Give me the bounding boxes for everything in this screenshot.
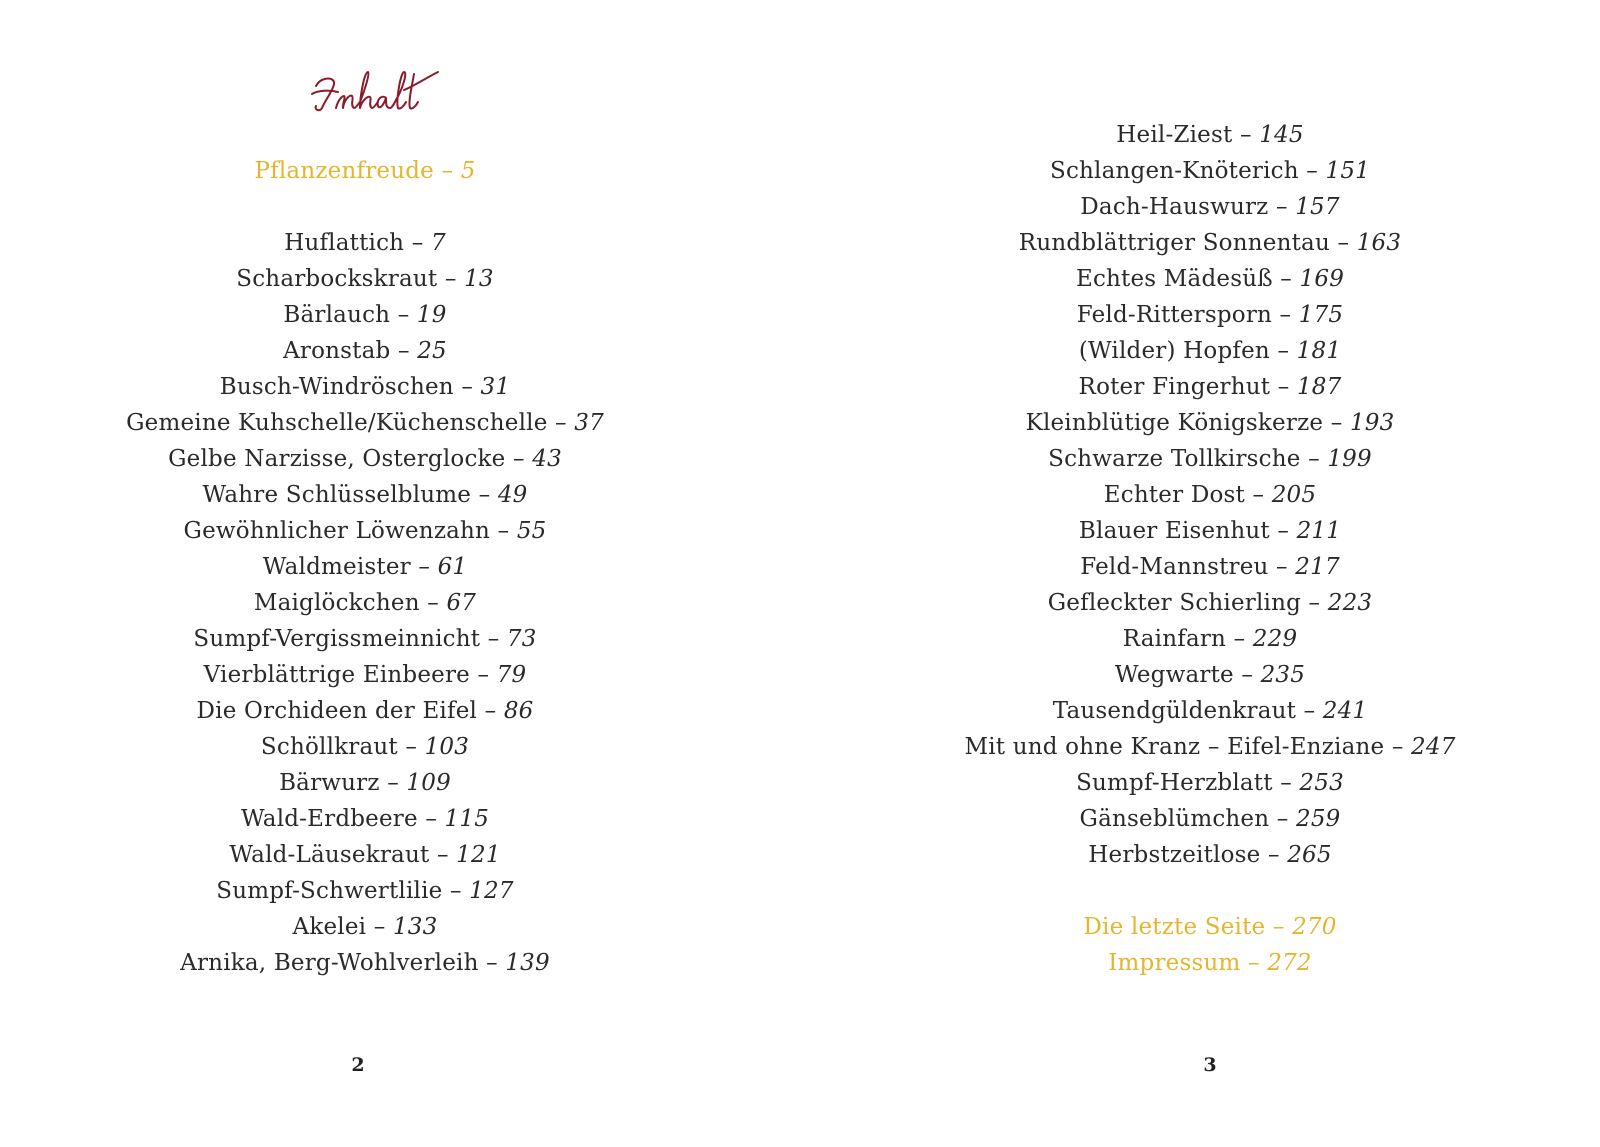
toc-entry-page: 127 <box>469 878 514 904</box>
toc-entry[interactable]: Dach-Hauswurz – 157 <box>1080 194 1340 220</box>
toc-entry[interactable]: Wald-Erdbeere – 115 <box>240 806 490 832</box>
toc-entry-label: Schöllkraut <box>260 734 398 760</box>
toc-entry-label: Wald-Läusekraut <box>229 842 430 868</box>
toc-entry-label: Pflanzenfreude <box>254 158 434 184</box>
toc-entry-page: 272 <box>1267 950 1312 976</box>
left-page <box>0 0 730 1147</box>
toc-entry[interactable]: Schwarze Tollkirsche – 199 <box>1048 446 1372 472</box>
toc-intro-entry[interactable]: Pflanzenfreude – 5 <box>254 158 476 184</box>
toc-entry-page: 145 <box>1259 122 1304 148</box>
toc-entry-label: Vierblättrige Einbeere <box>203 662 470 688</box>
toc-entry[interactable]: Herbstzeitlose – 265 <box>1088 842 1332 868</box>
toc-entry-page: 25 <box>417 338 447 364</box>
inhalt-script-title <box>310 64 450 124</box>
toc-entry-label: Herbstzeitlose <box>1088 842 1261 868</box>
toc-entry[interactable]: Schlangen-Knöterich – 151 <box>1049 158 1371 184</box>
toc-entry[interactable]: Vierblättrige Einbeere – 79 <box>203 662 527 688</box>
toc-entry[interactable]: Kleinblütige Königskerze – 193 <box>1025 410 1395 436</box>
toc-entry[interactable]: Gefleckter Schierling – 223 <box>1047 590 1373 616</box>
toc-entry-label: Gefleckter Schierling <box>1047 590 1302 616</box>
toc-entry[interactable]: Wald-Läusekraut – 121 <box>229 842 501 868</box>
toc-entry[interactable]: Echtes Mädesüß – 169 <box>1075 266 1345 292</box>
toc-entry-page: 229 <box>1252 626 1298 652</box>
right-page <box>790 0 1600 1147</box>
toc-entry-label: Gelbe Narzisse, Osterglocke <box>168 446 506 472</box>
toc-entry[interactable]: Blauer Eisenhut – 211 <box>1078 518 1342 544</box>
toc-entry[interactable]: Bärwurz – 109 <box>279 770 451 796</box>
toc-entry-page: 223 <box>1327 590 1373 616</box>
toc-entry-page: 163 <box>1356 230 1402 256</box>
toc-entry-page: 169 <box>1299 266 1345 292</box>
toc-entry-label: Die letzte Seite <box>1083 914 1266 940</box>
toc-entry-page: 73 <box>506 626 537 652</box>
toc-entry-page: 151 <box>1325 158 1371 184</box>
toc-entry-page: 270 <box>1292 914 1337 940</box>
toc-entry[interactable]: Heil-Ziest – 145 <box>1116 122 1304 148</box>
toc-entry-label: Gewöhnlicher Löwenzahn <box>183 518 491 544</box>
toc-entry-label: Bärlauch <box>283 302 391 328</box>
toc-entry-page: 253 <box>1299 770 1344 796</box>
toc-entry-page: 86 <box>503 698 534 724</box>
toc-entry-label: Kleinblütige Königskerze <box>1025 410 1324 436</box>
toc-entry-label: Feld-Mannstreu <box>1080 554 1269 580</box>
toc-entry-page: 43 <box>532 446 562 472</box>
toc-entry-label: Maiglöckchen <box>253 590 420 616</box>
toc-entry[interactable]: Rainfarn – 229 <box>1122 626 1298 652</box>
toc-entry-label: Roter Fingerhut <box>1078 374 1271 400</box>
toc-entry-label: Heil-Ziest <box>1116 122 1233 148</box>
toc-entry-label: Gänseblümchen <box>1079 806 1270 832</box>
toc-entry-page: 109 <box>406 770 451 796</box>
toc-entry-page: 157 <box>1295 194 1340 220</box>
toc-entry[interactable]: Akelei – 133 <box>292 914 438 940</box>
toc-entry-page: 67 <box>446 590 477 616</box>
toc-entry[interactable]: Gelbe Narzisse, Osterglocke – 43 <box>168 446 562 472</box>
toc-entry[interactable]: Die Orchideen der Eifel – 86 <box>196 698 534 724</box>
toc-entry[interactable]: Schöllkraut – 103 <box>260 734 470 760</box>
toc-entry-label: Sumpf-Vergissmeinnicht <box>193 626 481 652</box>
toc-entry-page: 7 <box>430 230 446 256</box>
toc-entry-page: 61 <box>437 554 468 580</box>
toc-entry-page: 181 <box>1296 338 1342 364</box>
toc-entry[interactable]: Feld-Mannstreu – 217 <box>1080 554 1340 580</box>
toc-entry[interactable]: Gemeine Kuhschelle/Küchenschelle – 37 <box>126 410 604 436</box>
page-number: 2 <box>351 1054 365 1076</box>
toc-entry-label: Aronstab <box>283 338 391 364</box>
toc-entry[interactable]: Gewöhnlicher Löwenzahn – 55 <box>183 518 547 544</box>
toc-entry-label: Bärwurz <box>279 770 380 796</box>
toc-entry[interactable]: Roter Fingerhut – 187 <box>1078 374 1342 400</box>
toc-entry-page: 235 <box>1260 662 1306 688</box>
toc-entry-label: Feld-Rittersporn <box>1076 302 1273 328</box>
toc-entry[interactable]: Sumpf-Vergissmeinnicht – 73 <box>193 626 537 652</box>
toc-entry-label: Mit und ohne Kranz – Eifel-Enziane <box>964 734 1385 760</box>
toc-outro-entry[interactable]: Impressum – 272 <box>1108 950 1312 976</box>
toc-entry-page: 13 <box>464 266 494 292</box>
toc-entry-page: 205 <box>1271 482 1317 508</box>
toc-entry[interactable]: Echter Dost – 205 <box>1103 482 1317 508</box>
toc-entry-label: Arnika, Berg-Wohlverleih <box>180 950 479 976</box>
toc-entry-label: Die Orchideen der Eifel <box>196 698 478 724</box>
toc-entry-page: 37 <box>574 410 604 436</box>
toc-entry-page: 55 <box>516 518 547 544</box>
toc-entry-page: 211 <box>1296 518 1342 544</box>
toc-entry[interactable]: Sumpf-Schwertlilie – 127 <box>216 878 514 904</box>
toc-entry[interactable]: Waldmeister – 61 <box>262 554 468 580</box>
toc-entry[interactable]: Tausendgüldenkraut – 241 <box>1052 698 1368 724</box>
toc-entry[interactable]: Aronstab – 25 <box>283 338 447 364</box>
toc-entry-label: Akelei <box>292 914 367 940</box>
toc-entry-page: 5 <box>460 158 476 184</box>
toc-entry-page: 139 <box>505 950 550 976</box>
toc-entry-label: Sumpf-Herzblatt <box>1076 770 1273 796</box>
toc-entry-page: 199 <box>1327 446 1372 472</box>
toc-entry[interactable]: Busch-Windröschen – 31 <box>219 374 511 400</box>
toc-entry[interactable]: Maiglöckchen – 67 <box>253 590 477 616</box>
toc-entry-page: 19 <box>416 302 447 328</box>
toc-entry[interactable]: Rundblättriger Sonnentau – 163 <box>1018 230 1402 256</box>
toc-entry-label: Schlangen-Knöterich <box>1049 158 1299 184</box>
toc-entry[interactable]: Huflattich – 7 <box>284 230 446 256</box>
toc-entry-page: 217 <box>1295 554 1340 580</box>
toc-entry-page: 49 <box>497 482 528 508</box>
toc-entry-page: 193 <box>1349 410 1395 436</box>
toc-entry-label: Gemeine Kuhschelle/Küchenschelle <box>126 410 548 436</box>
toc-entry-page: 247 <box>1411 734 1456 760</box>
toc-entry[interactable]: Scharbockskraut – 13 <box>236 266 494 292</box>
toc-entry-page: 259 <box>1295 806 1341 832</box>
toc-entry-page: 79 <box>496 662 527 688</box>
toc-entry-page: 31 <box>480 374 511 400</box>
toc-entry-page: 175 <box>1298 302 1344 328</box>
toc-entry[interactable]: Gänseblümchen – 259 <box>1079 806 1341 832</box>
toc-entry-label: Rainfarn <box>1122 626 1227 652</box>
toc-entry-label: Wald-Erdbeere <box>240 806 418 832</box>
toc-entry[interactable]: Sumpf-Herzblatt – 253 <box>1076 770 1344 796</box>
toc-entry-label: Dach-Hauswurz <box>1080 194 1269 220</box>
toc-entry-label: Blauer Eisenhut <box>1078 518 1278 544</box>
toc-entry-label: Tausendgüldenkraut <box>1052 698 1297 724</box>
toc-outro-entry[interactable]: Die letzte Seite – 270 <box>1083 914 1337 940</box>
toc-entry-page: 187 <box>1296 374 1342 400</box>
toc-entry-label: Echter Dost <box>1103 482 1245 508</box>
toc-entry-label: Schwarze Tollkirsche <box>1048 446 1309 472</box>
toc-entry-label: Busch-Windröschen <box>219 374 454 400</box>
toc-entry-label: Wegwarte <box>1114 662 1234 688</box>
toc-entry-label: Waldmeister <box>262 554 411 580</box>
toc-entry-label: Rundblättriger Sonnentau <box>1018 230 1330 256</box>
toc-entry[interactable]: Bärlauch – 19 <box>283 302 447 328</box>
toc-entry[interactable]: (Wilder) Hopfen – 181 <box>1078 338 1342 364</box>
toc-entry-page: 103 <box>424 734 470 760</box>
toc-entry-page: 265 <box>1287 842 1332 868</box>
toc-entry-label: Impressum <box>1108 950 1241 976</box>
toc-entry-label: Scharbockskraut <box>236 266 438 292</box>
toc-entry-page: 241 <box>1322 698 1368 724</box>
toc-entry[interactable]: Feld-Rittersporn – 175 <box>1076 302 1344 328</box>
toc-entry-label: (Wilder) Hopfen <box>1078 338 1270 364</box>
toc-entry-label: Echtes Mädesüß <box>1075 266 1273 292</box>
toc-entry-label: Sumpf-Schwertlilie <box>216 878 443 904</box>
toc-entry[interactable]: Wegwarte – 235 <box>1114 662 1306 688</box>
page-number: 3 <box>1203 1054 1217 1076</box>
toc-entry-label: Wahre Schlüsselblume <box>202 482 472 508</box>
toc-entry[interactable]: Mit und ohne Kranz – Eifel-Enziane – 247 <box>964 734 1456 760</box>
toc-entry-page: 133 <box>392 914 438 940</box>
toc-entry[interactable]: Wahre Schlüsselblume – 49 <box>202 482 528 508</box>
page-title <box>310 64 450 124</box>
toc-entry[interactable]: Arnika, Berg-Wohlverleih – 139 <box>180 950 550 976</box>
toc-entry-label: Huflattich <box>284 230 405 256</box>
toc-entry-page: 121 <box>456 842 501 868</box>
toc-entry-page: 115 <box>444 806 490 832</box>
